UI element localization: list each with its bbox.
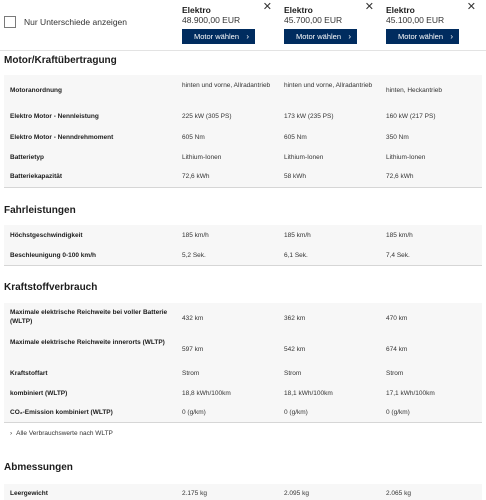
row-value: 597 km	[182, 346, 204, 353]
row-value: 470 km	[386, 315, 408, 322]
row-value: 17,1 kWh/100km	[386, 390, 435, 397]
row-value: 5,2 Sek.	[182, 252, 206, 259]
row-value: 542 km	[284, 346, 306, 353]
row-value: 72,6 kWh	[386, 173, 414, 180]
row-label: Kraftstoffart	[10, 370, 48, 377]
close-icon[interactable]: ✕	[364, 1, 374, 13]
model-name: Elektro	[284, 5, 313, 15]
row-value: 350 Nm	[386, 134, 409, 141]
motor-select-button[interactable]	[182, 29, 255, 44]
table-row	[4, 245, 482, 266]
close-icon[interactable]: ✕	[262, 1, 272, 13]
row-value: 605 Nm	[284, 134, 307, 141]
row-value: 2.175 kg	[182, 490, 207, 497]
table-row	[4, 127, 482, 149]
row-value: 185 km/h	[386, 232, 413, 239]
table-row	[4, 484, 482, 500]
model-price: 45.100,00 EUR	[386, 15, 445, 25]
row-label: Leergewicht	[10, 490, 48, 497]
motor-select-label: Motor wählen	[296, 32, 342, 41]
row-value: 432 km	[182, 315, 204, 322]
section-title-motor: Motor/Kraftübertragung	[4, 55, 117, 66]
row-label: kombiniert (WLTP)	[10, 390, 68, 397]
row-label: Höchstgeschwindigkeit	[10, 232, 83, 239]
row-label: Batterietyp	[10, 154, 44, 161]
model-price: 48.900,00 EUR	[182, 15, 241, 25]
chevron-right-icon: ›	[348, 32, 351, 41]
row-value: 674 km	[386, 346, 408, 353]
diff-label: Nur Unterschiede anzeigen	[24, 17, 128, 27]
table-row	[4, 403, 482, 423]
row-value: Lithium-Ionen	[284, 154, 324, 161]
row-label: Beschleunigung 0-100 km/h	[10, 252, 96, 259]
row-value: 58 kWh	[284, 173, 307, 180]
row-label: Elektro Motor - Nenndrehmoment	[10, 134, 114, 141]
close-icon[interactable]: ✕	[466, 1, 476, 13]
row-value: 160 kW (217 PS)	[386, 113, 436, 120]
row-value: Strom	[386, 370, 404, 377]
row-value: hinten, Heckantrieb	[386, 87, 443, 94]
row-value: 173 kW (235 PS)	[284, 113, 334, 120]
chevron-right-icon: ›	[450, 32, 453, 41]
row-value: 18,1 kWh/100km	[284, 390, 333, 397]
chevron-right-icon: ›	[246, 32, 249, 41]
row-value: Lithium-Ionen	[386, 154, 426, 161]
row-label: Batteriekapazität	[10, 173, 63, 180]
motor-select-label: Motor wählen	[194, 32, 240, 41]
row-label: Elektro Motor - Nennleistung	[10, 113, 99, 120]
row-value: 605 Nm	[182, 134, 205, 141]
row-value: 2.065 kg	[386, 490, 411, 497]
table-row	[4, 167, 482, 188]
model-name: Elektro	[182, 5, 211, 15]
all-consumption-label: Alle Verbrauchswerte nach WLTP	[16, 430, 113, 437]
model-name: Elektro	[386, 5, 415, 15]
section-title-consumption: Kraftstoffverbrauch	[4, 282, 98, 293]
row-value: 0 (g/km)	[284, 409, 308, 416]
row-value: 2.095 kg	[284, 490, 309, 497]
row-value: Lithium-Ionen	[182, 154, 222, 161]
model-column-1	[182, 0, 280, 50]
model-column-2	[284, 0, 382, 50]
section-title-dimensions: Abmessungen	[4, 462, 73, 473]
row-value: Strom	[284, 370, 302, 377]
all-consumption-link[interactable]	[10, 430, 113, 437]
table-row	[4, 364, 482, 384]
table-row	[4, 75, 482, 107]
chevron-right-icon: ›	[10, 430, 13, 437]
compare-header	[0, 0, 486, 51]
row-value: 0 (g/km)	[182, 409, 206, 416]
row-label: Motoranordnung	[10, 87, 62, 94]
row-value: 6,1 Sek.	[284, 252, 308, 259]
row-value: Strom	[182, 370, 200, 377]
table-row	[4, 333, 482, 365]
diff-checkbox[interactable]	[4, 16, 16, 28]
table-row	[4, 383, 482, 404]
row-value: 7,4 Sek.	[386, 252, 410, 259]
diff-toggle[interactable]	[4, 16, 127, 28]
row-value: 185 km/h	[284, 232, 311, 239]
row-label: CO₂-Emission kombiniert (WLTP)	[10, 409, 113, 416]
row-value: 225 kW (305 PS)	[182, 113, 232, 120]
row-value: hinten und vorne, Allradantrieb	[182, 82, 271, 89]
row-value: 0 (g/km)	[386, 409, 410, 416]
row-value: hinten und vorne, Allradantrieb	[284, 82, 373, 89]
motor-select-label: Motor wählen	[398, 32, 444, 41]
section-title-performance: Fahrleistungen	[4, 205, 76, 216]
model-column-3	[386, 0, 484, 50]
model-price: 45.700,00 EUR	[284, 15, 343, 25]
row-label: Maximale elektrische Reichweite innerorts (WLTP)	[10, 339, 165, 346]
table-row	[4, 303, 482, 334]
row-value: 18,8 kWh/100km	[182, 390, 231, 397]
table-row	[4, 225, 482, 246]
row-label: Maximale elektrische Reichweite bei voller Batterie (WLTP)	[10, 309, 168, 325]
row-value: 185 km/h	[182, 232, 209, 239]
row-value: 72,6 kWh	[182, 173, 210, 180]
motor-select-button[interactable]	[386, 29, 459, 44]
motor-select-button[interactable]	[284, 29, 357, 44]
table-row	[4, 106, 482, 128]
table-row	[4, 148, 482, 168]
row-value: 362 km	[284, 315, 306, 322]
